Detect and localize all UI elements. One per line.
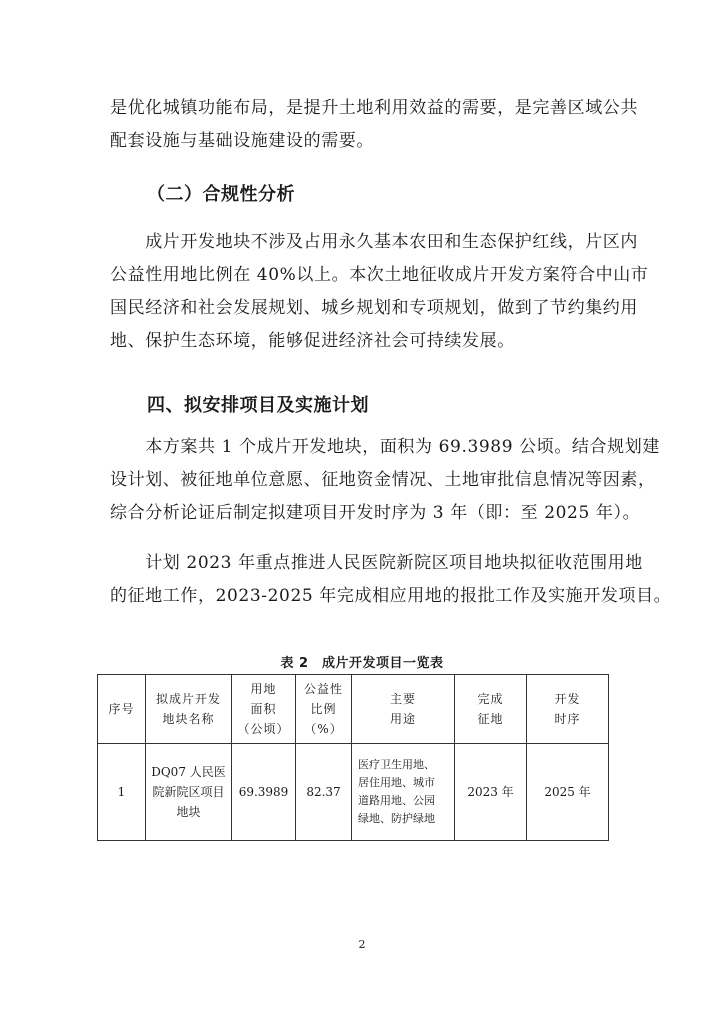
header-schedule: 开发 时序 [527,675,609,744]
heading-section-four: 四、拟安排项目及实施计划 [147,395,369,416]
project-table [97,674,609,841]
header-serial: 序号 [98,675,146,744]
text-line: 是优化城镇功能布局，是提升土地利用效益的需要，是完善区域公共 [110,98,638,118]
table-row [98,744,609,841]
text-line: 配套设施与基础设施建设的需要。 [110,131,374,151]
text-line: 国民经济和社会发展规划、城乡规划和专项规划，做到了节约集约用 [110,298,638,318]
page-number: 2 [358,938,366,951]
header-area: 用地 面积 （公顷） [232,675,296,744]
header-public-ratio: 公益性 比例 （%） [296,675,352,744]
paragraph-schedule [110,547,672,613]
cell-schedule: 2025 年 [527,744,609,841]
paragraph-compliance [110,226,649,358]
text-line: 公益性用地比例在 40%以上。本次土地征收成片开发方案符合中山市 [110,265,649,285]
cell-serial: 1 [98,744,146,841]
header-main-use: 主要 用途 [352,675,455,744]
paragraph-intro-continuation [110,92,638,158]
cell-main-use: 医疗卫生用地、 居住用地、城市 道路用地、公园 绿地、防护绿地 [352,744,455,841]
cell-acquisition: 2023 年 [455,744,527,841]
text-line: 的征地工作，2023-2025 年完成相应用地的报批工作及实施开发项目。 [110,586,672,606]
paragraph-plan [110,431,660,530]
cell-plot-name: DQ07 人民医 院新院区项目 地块 [146,744,232,841]
heading-compliance-analysis: （二）合规性分析 [147,184,295,205]
cell-area: 69.3989 [232,744,296,841]
text-line: 设计划、被征地单位意愿、征地资金情况、土地审批信息情况等因素， [110,470,656,490]
cell-public-ratio: 82.37 [296,744,352,841]
text-line: 本方案共 1 个成片开发地块，面积为 69.3989 公顷。结合规划建 [110,437,660,457]
text-line: 综合分析论证后制定拟建项目开发时序为 3 年（即：至 2025 年）。 [110,503,641,523]
table-header-row [98,675,609,744]
text-line: 成片开发地块不涉及占用永久基本农田和生态保护红线，片区内 [110,232,638,252]
table-caption: 表 2 成片开发项目一览表 [280,656,444,671]
text-line: 地、保护生态环境，能够促进经济社会可持续发展。 [110,331,515,351]
header-plot-name: 拟成片开发 地块名称 [146,675,232,744]
header-acquisition: 完成 征地 [455,675,527,744]
text-line: 计划 2023 年重点推进人民医院新院区项目地块拟征收范围用地 [110,553,643,573]
